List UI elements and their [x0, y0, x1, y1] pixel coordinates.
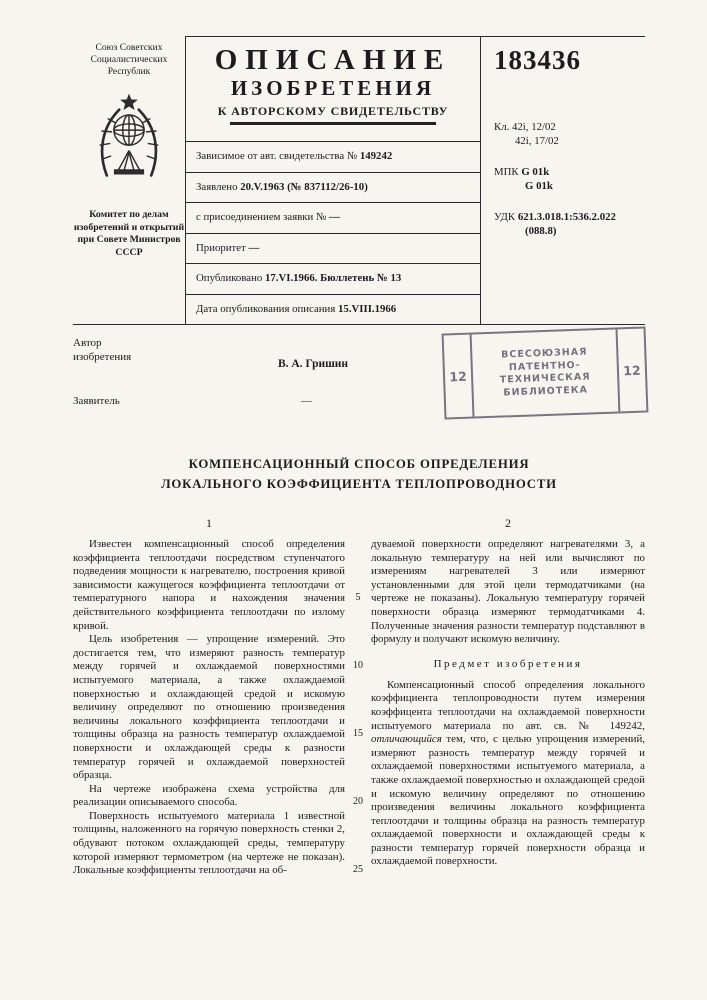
applicant-value: —	[301, 395, 312, 407]
header-title-column	[185, 36, 481, 324]
union-name	[73, 42, 185, 78]
claim-text-pre: Компенсационный способ определения локального коэффициента теплопроводности путем измерения коэффицента теплоотдачи на охлаждаемой поверхности испытуемого материала по авт. св. № 149242,	[371, 678, 645, 732]
document-title-block	[186, 37, 480, 141]
invention-title	[73, 455, 645, 494]
udk-value: 621.3.018.1:536.2.022	[517, 211, 616, 223]
committee-name-line: изобретений и открытий	[73, 221, 185, 233]
committee-name-line: СССР	[115, 246, 143, 258]
publisher-column	[73, 36, 185, 324]
field-value: 15.VIII.1966	[338, 302, 397, 315]
paragraph: Известен компенсационный способ определения коэффициента теплоотдачи посредством ступенчатого подведения мощности к нагревателю, построения кривой зависимости кажущегося коэффициента теплоотдачи от температурного напора и нахождения значения действительного коэффициента теплоотдачи по излому кривой.	[73, 538, 345, 632]
class-value: 42i, 12/02	[512, 121, 556, 133]
invention-title-line2: ЛОКАЛЬНОГО КОЭФФИЦИЕНТА ТЕПЛОПРОВОДНОСТИ	[161, 476, 557, 491]
claim-paragraph	[371, 679, 645, 869]
page-content	[73, 36, 645, 878]
stamp-text-line: ВСЕСОЮЗНАЯ	[501, 346, 588, 361]
applicant-label: Заявитель	[73, 395, 120, 407]
field-label: Дата опубликования описания	[196, 302, 336, 315]
margin-line-number: 15	[353, 728, 363, 739]
field-label: с присоединением заявки №	[196, 211, 327, 223]
field-label: Зависимое от авт. свидетельства №	[196, 150, 358, 162]
body-columns	[73, 516, 645, 878]
field-label: Приоритет	[196, 241, 246, 254]
field-value: —	[329, 211, 340, 223]
doc-title-line2: ИЗОБРЕТЕНИЯ	[230, 76, 436, 100]
line-number-gutter	[345, 516, 371, 878]
stamp-text	[472, 330, 619, 417]
paragraph: Цель изобретения — упрощение измерений. Это достигается тем, что измеряют разность температур между горячей и охлаждаемой поверхностями испытуемого материала, а также охлаждаемой поверхностью и охлаждающей средой и искомую величину определяют по отношению произведения величины локального коэффициента теплоотдачи и толщины образца на разность температур охлаждаемой поверхности и охлаждающей среды к разности температур горячей и охлаждаемой поверхностей образца.	[73, 633, 345, 782]
stamp-number-left: 12	[444, 335, 475, 418]
committee-name-line: при Совете Министров	[77, 234, 181, 245]
field-label: Опубликовано	[196, 272, 263, 284]
claims-section-heading: Предмет изобретения	[433, 657, 583, 670]
author-label-line: Автор	[73, 337, 102, 349]
union-name-line: Союз Советских	[95, 43, 163, 53]
invention-title-line1: КОМПЕНСАЦИОННЫЙ СПОСОБ ОПРЕДЕЛЕНИЯ	[188, 457, 530, 471]
paragraph: На чертеже изображена схема устройства для реализации описываемого способа.	[73, 782, 345, 809]
field-row-joined-application	[186, 202, 480, 233]
column-2	[371, 516, 645, 878]
class-value-2: 42i, 17/02	[515, 135, 559, 147]
udk-label: УДК	[494, 211, 516, 223]
header-number-column	[481, 36, 645, 324]
union-name-line: Социалистических	[90, 55, 168, 65]
udk-value-2: (088.8)	[525, 225, 557, 237]
field-row-published	[186, 263, 480, 294]
stamp-number-right: 12	[616, 329, 647, 412]
classification-udk	[494, 210, 645, 238]
class-label: Кл.	[494, 121, 510, 133]
patent-number: 183436	[494, 45, 581, 75]
stamp-text-line: БИБЛИОТЕКА	[503, 384, 589, 398]
library-stamp	[442, 326, 649, 419]
field-label: Заявлено	[196, 180, 238, 193]
field-row-description-published	[186, 294, 480, 325]
doc-subtitle: К АВТОРСКОМУ СВИДЕТЕЛЬСТВУ	[217, 104, 449, 118]
author-label-line: изобретения	[73, 350, 132, 363]
field-row-filed-date	[186, 172, 480, 203]
margin-line-number: 10	[353, 660, 363, 671]
field-row-priority	[186, 233, 480, 264]
claim-text-italic: отличающийся	[371, 733, 442, 746]
column-2-header: 2	[505, 516, 511, 530]
document-header	[73, 36, 645, 325]
field-row-dependent-certificate	[186, 141, 480, 172]
ussr-emblem-icon	[73, 90, 185, 193]
column-2-paragraphs	[371, 538, 645, 647]
column-1-header: 1	[206, 516, 212, 530]
paragraph: Поверхность испытуемого материала 1 известной толщины, наложенного на горячую поверхность стенки 2, обдувают потоком охлаждающей среды, температуру которой измеряют термометром (на чертеже не показан). Локальные коэффициенты теплоотдачи на об-	[73, 809, 345, 877]
margin-line-number: 25	[353, 864, 363, 875]
margin-line-number: 5	[355, 592, 361, 603]
classification-mpk	[494, 165, 645, 193]
column-1	[73, 516, 345, 878]
author-name: В. А. Гришин	[278, 358, 349, 370]
paragraph: дуваемой поверхности определяют нагревателями 3, а локальную температуру на ней или вычисляют по измерениям нагревателей 3 или измеряют установленными для этой цели термодатчиками (на чертеже не показаны). Локальную температуру горячей поверхности образца измеряют термодатчиками 4. Полученные значения разности температур подставляют в формулу и получают искомую величину.	[371, 538, 645, 646]
column-1-paragraphs	[73, 538, 345, 878]
claim-text-post: тем, что, с целью упрощения измерений, измеряют разность температур между горячей и охлаждаемой поверхностями испытуемого материала, а также охлаждаемой поверхностью и охлаждающей средой и искомую величину определяют по отношению произведения величины локального коэффициента теплоотдачи и толщины образца на разность температур охлаждаемой поверхности и охлаждающей среды к разности температур горячей поверхности образца и охлаждаемой поверхности.	[371, 733, 645, 868]
mpk-value: G 01k	[521, 166, 550, 178]
doc-title-line1: ОПИСАНИЕ	[214, 44, 452, 76]
field-value: 20.V.1963 (№ 837112/26-10)	[240, 180, 368, 193]
subtitle-rule	[230, 122, 436, 125]
committee-name	[73, 209, 185, 259]
stamp-text-line: ТЕХНИЧЕСКАЯ	[499, 371, 591, 386]
field-value: 17.VI.1966. Бюллетень № 13	[264, 272, 402, 284]
mpk-value-2: G 01k	[525, 180, 553, 192]
stamp-text-line: ПАТЕНТНО-	[508, 359, 581, 373]
union-name-line: Республик	[107, 67, 151, 77]
field-value: 149242	[359, 150, 393, 162]
byline-section	[73, 325, 645, 429]
margin-line-number: 20	[353, 796, 363, 807]
mpk-label: МПК	[494, 166, 519, 178]
field-value: —	[248, 241, 260, 254]
committee-name-line: Комитет по делам	[89, 209, 169, 220]
classification-class	[494, 120, 645, 148]
author-label	[73, 337, 131, 364]
